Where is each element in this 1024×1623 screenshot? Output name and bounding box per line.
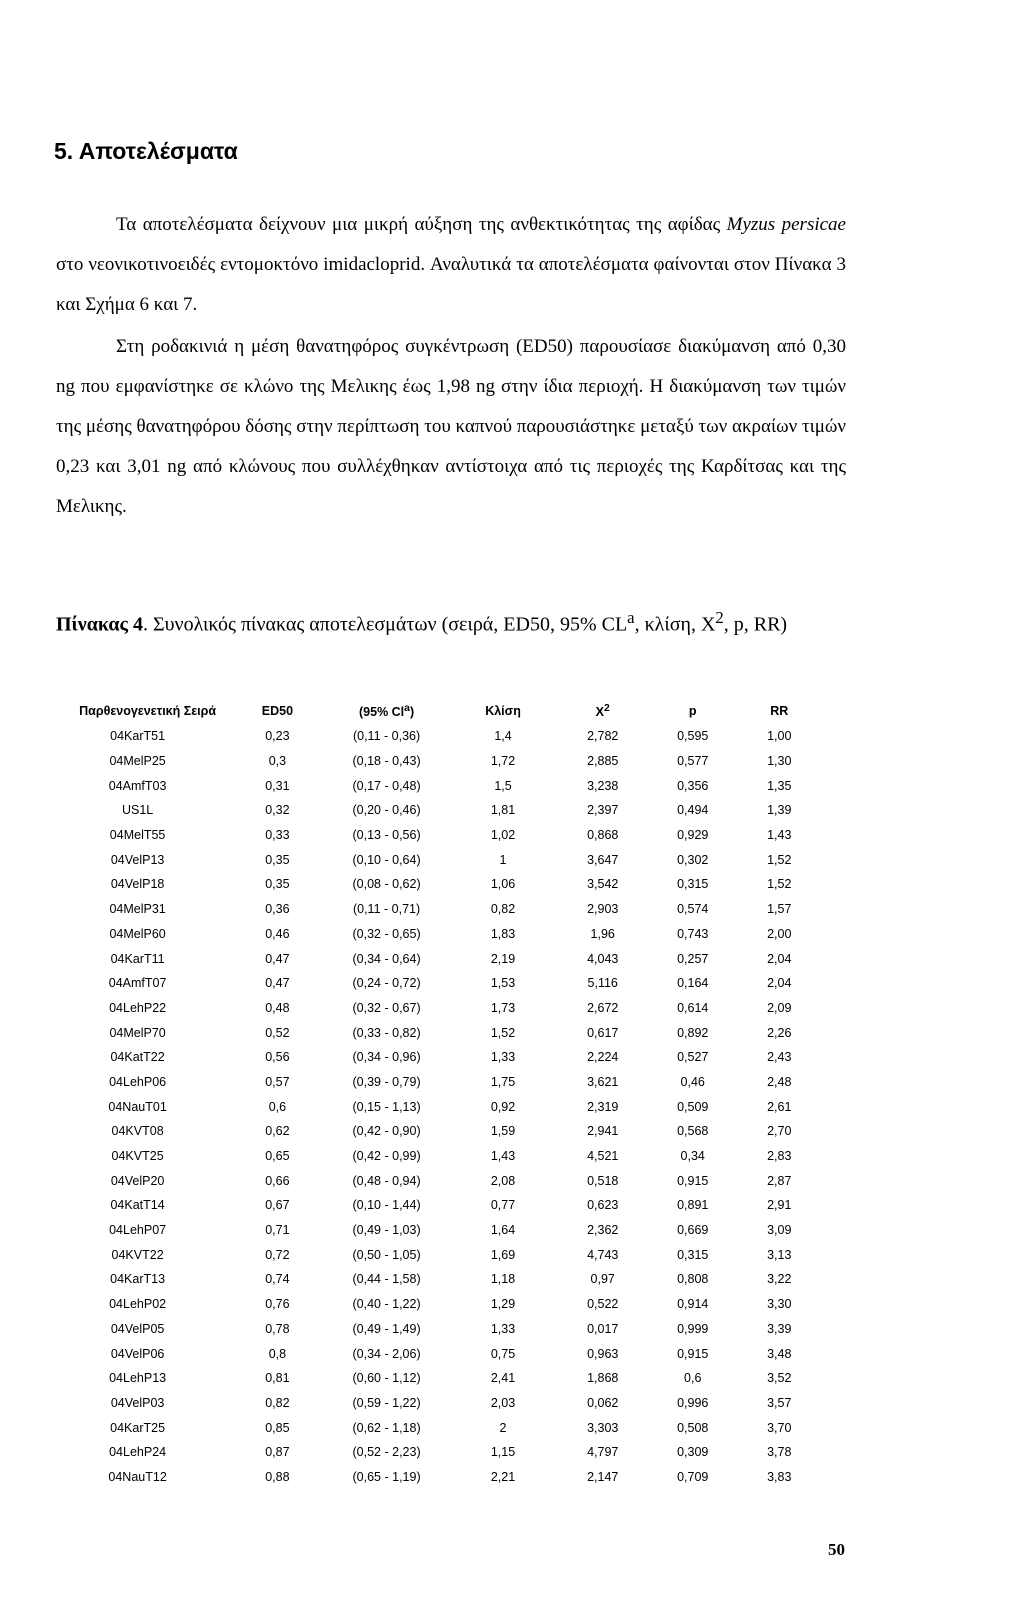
ci-cell: (0,44 - 1,58) bbox=[352, 1272, 421, 1287]
ci-cell: (0,52 - 2,23) bbox=[352, 1445, 421, 1460]
ed50-cell: 0,31 bbox=[265, 778, 290, 793]
table-row bbox=[64, 922, 822, 947]
table-row bbox=[64, 823, 822, 848]
p-cell: 0,996 bbox=[677, 1395, 709, 1410]
rr-cell: 2,70 bbox=[767, 1124, 792, 1139]
chi-square-cell: 0,868 bbox=[587, 828, 619, 843]
table-row bbox=[64, 1094, 822, 1119]
p-cell: 0,568 bbox=[677, 1124, 709, 1139]
section-heading: 5. Αποτελέσματα bbox=[54, 138, 238, 164]
paragraph-1-text-start: Τα αποτελέσματα δείχνουν μια μικρή αύξηση της ανθεκτικότητας της αφίδας bbox=[116, 214, 727, 235]
slope-cell: 1,83 bbox=[490, 926, 516, 941]
slope-cell: 2,03 bbox=[490, 1395, 516, 1410]
strain-cell: 04VelP18 bbox=[110, 877, 165, 892]
p-cell: 0,356 bbox=[677, 778, 709, 793]
strain-cell: 04KVT08 bbox=[111, 1124, 164, 1139]
header-x-superscript: 2 bbox=[603, 702, 610, 714]
table-row bbox=[64, 798, 822, 823]
ci-cell: (0,11 - 0,36) bbox=[352, 729, 421, 744]
table-row bbox=[64, 1119, 822, 1144]
ed50-cell: 0,8 bbox=[268, 1346, 287, 1361]
p-cell: 0,891 bbox=[677, 1198, 709, 1213]
table-row bbox=[64, 1193, 822, 1218]
ci-cell: (0,60 - 1,12) bbox=[352, 1371, 421, 1386]
results-paragraph-2 bbox=[56, 327, 846, 527]
rr-cell: 1,39 bbox=[767, 803, 792, 818]
ci-cell: (0,17 - 0,48) bbox=[352, 778, 421, 793]
ci-cell: (0,42 - 0,90) bbox=[352, 1124, 421, 1139]
table-row bbox=[64, 1440, 822, 1465]
slope-cell: 0,92 bbox=[490, 1099, 516, 1114]
strain-cell: 04KVT22 bbox=[111, 1247, 164, 1262]
ed50-cell: 0,33 bbox=[265, 828, 290, 843]
ed50-cell: 0,66 bbox=[265, 1173, 290, 1188]
ci-cell: (0,18 - 0,43) bbox=[352, 754, 421, 769]
ed50-cell: 0,52 bbox=[265, 1025, 290, 1040]
ed50-cell: 0,35 bbox=[265, 852, 290, 867]
strain-cell: 04MelP60 bbox=[109, 926, 166, 941]
header-p: p bbox=[688, 704, 697, 718]
ci-cell: (0,24 - 0,72) bbox=[352, 976, 421, 991]
rr-cell: 2,04 bbox=[767, 976, 792, 991]
ed50-cell: 0,35 bbox=[265, 877, 290, 892]
table-row bbox=[64, 724, 822, 749]
caption-text-2: , κλίση, X bbox=[634, 613, 716, 636]
strain-cell: 04NauT01 bbox=[108, 1099, 167, 1114]
ed50-cell: 0,71 bbox=[265, 1223, 290, 1238]
rr-cell: 1,52 bbox=[767, 877, 792, 892]
chi-square-cell: 2,397 bbox=[587, 803, 619, 818]
ed50-cell: 0,57 bbox=[265, 1074, 290, 1089]
p-cell: 0,808 bbox=[677, 1272, 709, 1287]
ed50-cell: 0,6 bbox=[268, 1099, 287, 1114]
header-x-text: X bbox=[595, 705, 604, 720]
strain-cell: 04MelP70 bbox=[109, 1025, 166, 1040]
ci-cell: (0,32 - 0,65) bbox=[352, 926, 421, 941]
header-strain: Παρθενογενετική Σειρά bbox=[79, 704, 217, 718]
strain-cell: US1L bbox=[121, 803, 154, 818]
ed50-cell: 0,85 bbox=[265, 1420, 290, 1435]
chi-square-cell: 4,797 bbox=[587, 1445, 619, 1460]
ed50-cell: 0,36 bbox=[265, 902, 290, 917]
table-row bbox=[64, 1218, 822, 1243]
table-row bbox=[64, 1292, 822, 1317]
strain-cell: 04KatT22 bbox=[110, 1050, 165, 1065]
rr-cell: 1,00 bbox=[767, 729, 792, 744]
p-cell: 0,302 bbox=[677, 852, 709, 867]
page-number: 50 bbox=[828, 1540, 845, 1559]
strain-cell: 04KarT25 bbox=[110, 1420, 166, 1435]
ed50-cell: 0,87 bbox=[265, 1445, 290, 1460]
chi-square-cell: 1,96 bbox=[590, 926, 615, 941]
chi-square-cell: 2,885 bbox=[587, 754, 619, 769]
p-cell: 0,315 bbox=[677, 1247, 709, 1262]
rr-cell: 2,83 bbox=[767, 1149, 792, 1164]
p-cell: 0,915 bbox=[677, 1346, 709, 1361]
ci-cell: (0,39 - 0,79) bbox=[352, 1074, 421, 1089]
ci-cell: (0,15 - 1,13) bbox=[352, 1099, 421, 1114]
table-row bbox=[64, 1045, 822, 1070]
results-table bbox=[64, 698, 822, 1489]
chi-square-cell: 2,224 bbox=[587, 1050, 619, 1065]
slope-cell: 2,21 bbox=[490, 1469, 516, 1484]
slope-cell: 2,19 bbox=[490, 951, 516, 966]
chi-square-cell: 3,647 bbox=[587, 852, 619, 867]
ed50-cell: 0,81 bbox=[265, 1371, 290, 1386]
slope-cell: 1,75 bbox=[490, 1074, 516, 1089]
ed50-cell: 0,47 bbox=[265, 976, 290, 991]
caption-text-3: , p, RR) bbox=[723, 613, 788, 636]
ed50-cell: 0,88 bbox=[265, 1469, 290, 1484]
strain-cell: 04KarT11 bbox=[110, 951, 165, 966]
table-row bbox=[64, 897, 822, 922]
rr-cell: 1,57 bbox=[767, 902, 792, 917]
slope-cell: 1 bbox=[499, 852, 507, 867]
p-cell: 0,669 bbox=[677, 1223, 709, 1238]
p-cell: 0,6 bbox=[684, 1371, 702, 1386]
ci-cell: (0,40 - 1,22) bbox=[352, 1297, 421, 1312]
chi-square-cell: 4,743 bbox=[587, 1247, 619, 1262]
table-header-row bbox=[64, 698, 822, 724]
chi-square-cell: 0,522 bbox=[587, 1297, 619, 1312]
table-row bbox=[64, 847, 822, 872]
caption-text-1: . Συνολικός πίνακας αποτελεσμάτων (σειρά, ED50, 95% CL bbox=[142, 613, 628, 636]
strain-cell: 04VelP13 bbox=[110, 852, 165, 867]
table-row bbox=[64, 773, 822, 798]
chi-square-cell: 0,963 bbox=[587, 1346, 619, 1361]
paragraph-1-text-end: στο νεονικοτινοειδές εντομοκτόνο imidacloprid. Αναλυτικά τα αποτελέσματα φαίνονται στον Πίνακα 3 και Σχήμα 6 και 7. bbox=[56, 254, 846, 315]
rr-cell: 3,52 bbox=[767, 1371, 792, 1386]
slope-cell: 1,52 bbox=[490, 1025, 516, 1040]
chi-square-cell: 5,116 bbox=[587, 976, 618, 991]
ci-cell: (0,20 - 0,46) bbox=[352, 803, 421, 818]
table-row bbox=[64, 1242, 822, 1267]
ed50-cell: 0,67 bbox=[265, 1198, 290, 1213]
ci-cell: (0,49 - 1,49) bbox=[352, 1321, 421, 1336]
p-cell: 0,929 bbox=[677, 828, 709, 843]
p-cell: 0,34 bbox=[680, 1149, 705, 1164]
strain-cell: 04KarT13 bbox=[110, 1272, 166, 1287]
ci-cell: (0,32 - 0,67) bbox=[352, 1000, 421, 1015]
slope-cell: 1,43 bbox=[490, 1149, 516, 1164]
ci-cell: (0,50 - 1,05) bbox=[352, 1247, 421, 1262]
chi-square-cell: 2,319 bbox=[587, 1099, 619, 1114]
p-cell: 0,309 bbox=[677, 1445, 709, 1460]
chi-square-cell: 1,868 bbox=[587, 1371, 619, 1386]
rr-cell: 3,83 bbox=[767, 1469, 792, 1484]
chi-square-cell: 4,521 bbox=[587, 1149, 619, 1164]
rr-cell: 1,43 bbox=[767, 828, 792, 843]
p-cell: 0,914 bbox=[677, 1297, 709, 1312]
ed50-cell: 0,32 bbox=[265, 803, 290, 818]
p-cell: 0,164 bbox=[677, 976, 709, 991]
strain-cell: 04VelP20 bbox=[110, 1173, 165, 1188]
slope-cell: 2,08 bbox=[490, 1173, 516, 1188]
rr-cell: 3,70 bbox=[767, 1420, 792, 1435]
rr-cell: 2,61 bbox=[767, 1099, 792, 1114]
ed50-cell: 0,78 bbox=[265, 1321, 290, 1336]
slope-cell: 1,53 bbox=[490, 976, 516, 991]
table-caption bbox=[56, 598, 846, 645]
strain-cell: 04LehP22 bbox=[109, 1000, 167, 1015]
header-ci-close: ) bbox=[409, 705, 415, 720]
p-cell: 0,46 bbox=[680, 1074, 705, 1089]
chi-square-cell: 0,97 bbox=[590, 1272, 615, 1287]
rr-cell: 1,52 bbox=[767, 852, 792, 867]
table-row bbox=[64, 1168, 822, 1193]
strain-cell: 04AmfT07 bbox=[108, 976, 167, 991]
strain-cell: 04LehP07 bbox=[109, 1223, 167, 1238]
header-ci-text: (95% Cl bbox=[359, 705, 405, 720]
rr-cell: 3,13 bbox=[767, 1247, 792, 1262]
ed50-cell: 0,46 bbox=[265, 926, 290, 941]
strain-cell: 04LehP24 bbox=[109, 1445, 167, 1460]
rr-cell: 2,04 bbox=[767, 951, 792, 966]
chi-square-cell: 3,303 bbox=[587, 1420, 619, 1435]
p-cell: 0,595 bbox=[677, 729, 709, 744]
table-row bbox=[64, 1020, 822, 1045]
ci-cell: (0,65 - 1,19) bbox=[352, 1469, 421, 1484]
header-rr: RR bbox=[770, 704, 789, 718]
strain-cell: 04LehP06 bbox=[109, 1074, 167, 1089]
slope-cell: 1,5 bbox=[494, 778, 512, 793]
table-row bbox=[64, 1366, 822, 1391]
slope-cell: 0,77 bbox=[490, 1198, 516, 1213]
rr-cell: 3,30 bbox=[767, 1297, 792, 1312]
p-cell: 0,892 bbox=[677, 1025, 709, 1040]
rr-cell: 2,09 bbox=[767, 1000, 792, 1015]
ci-cell: (0,33 - 0,82) bbox=[352, 1025, 421, 1040]
p-cell: 0,509 bbox=[677, 1099, 709, 1114]
p-cell: 0,494 bbox=[677, 803, 709, 818]
rr-cell: 3,48 bbox=[767, 1346, 792, 1361]
ed50-cell: 0,82 bbox=[265, 1395, 290, 1410]
slope-cell: 1,18 bbox=[490, 1272, 516, 1287]
slope-cell: 2 bbox=[499, 1420, 507, 1435]
chi-square-cell: 3,238 bbox=[587, 778, 619, 793]
rr-cell: 2,87 bbox=[767, 1173, 792, 1188]
ed50-cell: 0,3 bbox=[268, 754, 287, 769]
strain-cell: 04KarT51 bbox=[110, 729, 166, 744]
header-slope: Κλίση bbox=[485, 704, 521, 718]
table-row bbox=[64, 749, 822, 774]
slope-cell: 1,59 bbox=[490, 1124, 516, 1139]
slope-cell: 0,75 bbox=[490, 1346, 516, 1361]
strain-cell: 04KVT25 bbox=[111, 1149, 164, 1164]
rr-cell: 2,26 bbox=[767, 1025, 792, 1040]
rr-cell: 2,43 bbox=[767, 1050, 792, 1065]
p-cell: 0,574 bbox=[677, 902, 709, 917]
paragraph-2-text: Στη ροδακινιά η μέση θανατηφόρος συγκέντρωση (ED50) παρουσίασε διακύμανση από 0,30 ng που εμφανίστηκε σε κλώνο της Μελικης έως 1,98 ng στην ίδια περιοχή. Η διακύμανση των τιμών της μέσης θανατηφόρου δόσης στην περίπτωση του καπνού παρουσιάστηκε μεταξύ των ακραίων τιμών 0,23 και 3,01 ng από κλώνους που συλλέχθηκαν αντίστοιχα από τις περιοχές της Καρδίτσας και της Μελικης. bbox=[56, 336, 846, 517]
strain-cell: 04NauT12 bbox=[108, 1469, 167, 1484]
ci-cell: (0,34 - 0,64) bbox=[352, 951, 421, 966]
ci-cell: (0,49 - 1,03) bbox=[352, 1223, 421, 1238]
chi-square-cell: 0,017 bbox=[587, 1321, 619, 1336]
slope-cell: 1,64 bbox=[490, 1223, 516, 1238]
strain-cell: 04VelP05 bbox=[110, 1321, 165, 1336]
slope-cell: 1,15 bbox=[490, 1445, 516, 1460]
rr-cell: 2,48 bbox=[767, 1074, 792, 1089]
chi-square-cell: 3,542 bbox=[587, 877, 619, 892]
ci-cell: (0,34 - 0,96) bbox=[352, 1050, 421, 1065]
chi-square-cell: 0,623 bbox=[587, 1198, 619, 1213]
ci-cell: (0,42 - 0,99) bbox=[352, 1149, 421, 1164]
p-cell: 0,709 bbox=[677, 1469, 709, 1484]
rr-cell: 3,09 bbox=[767, 1223, 792, 1238]
table-row bbox=[64, 946, 822, 971]
caption-superscript-a: a bbox=[627, 608, 635, 627]
strain-cell: 04MelP31 bbox=[109, 902, 166, 917]
ed50-cell: 0,48 bbox=[265, 1000, 290, 1015]
slope-cell: 0,82 bbox=[490, 902, 516, 917]
p-cell: 0,508 bbox=[677, 1420, 709, 1435]
header-ci-superscript: a bbox=[404, 702, 410, 714]
table-row bbox=[64, 1391, 822, 1416]
rr-cell: 3,57 bbox=[767, 1395, 792, 1410]
ci-cell: (0,10 - 0,64) bbox=[352, 852, 421, 867]
rr-cell: 1,30 bbox=[767, 754, 792, 769]
ed50-cell: 0,76 bbox=[265, 1297, 290, 1312]
p-cell: 0,915 bbox=[677, 1173, 709, 1188]
strain-cell: 04KatT14 bbox=[110, 1198, 165, 1213]
table-row bbox=[64, 1267, 822, 1292]
slope-cell: 1,33 bbox=[490, 1321, 516, 1336]
strain-cell: 04VelP03 bbox=[110, 1395, 165, 1410]
p-cell: 0,743 bbox=[677, 926, 709, 941]
chi-square-cell: 2,782 bbox=[587, 729, 619, 744]
table-row bbox=[64, 996, 822, 1021]
slope-cell: 1,81 bbox=[490, 803, 516, 818]
chi-square-cell: 0,518 bbox=[587, 1173, 619, 1188]
ed50-cell: 0,23 bbox=[265, 729, 290, 744]
table-row bbox=[64, 1465, 822, 1490]
table-row bbox=[64, 1070, 822, 1095]
rr-cell: 1,35 bbox=[767, 778, 792, 793]
table-body bbox=[64, 724, 822, 1489]
chi-square-cell: 2,941 bbox=[587, 1124, 619, 1139]
header-confidence-interval bbox=[324, 698, 450, 724]
slope-cell: 1,29 bbox=[490, 1297, 516, 1312]
chi-square-cell: 2,672 bbox=[587, 1000, 619, 1015]
chi-square-cell: 2,147 bbox=[587, 1469, 619, 1484]
ed50-cell: 0,65 bbox=[265, 1149, 290, 1164]
ed50-cell: 0,62 bbox=[265, 1124, 290, 1139]
rr-cell: 3,22 bbox=[767, 1272, 792, 1287]
table-row bbox=[64, 872, 822, 897]
header-chi-square bbox=[557, 698, 649, 724]
chi-square-cell: 0,062 bbox=[587, 1395, 619, 1410]
p-cell: 0,315 bbox=[677, 877, 709, 892]
ci-cell: (0,48 - 0,94) bbox=[352, 1173, 421, 1188]
results-paragraph-1 bbox=[56, 205, 846, 325]
ci-cell: (0,11 - 0,71) bbox=[352, 902, 421, 917]
chi-square-cell: 0,617 bbox=[587, 1025, 619, 1040]
table-row bbox=[64, 1341, 822, 1366]
ci-cell: (0,13 - 0,56) bbox=[352, 828, 421, 843]
table-row bbox=[64, 971, 822, 996]
species-name: Myzus persicae bbox=[726, 214, 846, 235]
table-row bbox=[64, 1317, 822, 1342]
slope-cell: 1,72 bbox=[490, 754, 516, 769]
caption-superscript-2: 2 bbox=[715, 608, 724, 627]
chi-square-cell: 3,621 bbox=[587, 1074, 619, 1089]
rr-cell: 2,91 bbox=[767, 1198, 792, 1213]
table-label: Πίνακας 4 bbox=[56, 613, 143, 636]
chi-square-cell: 4,043 bbox=[587, 951, 619, 966]
ed50-cell: 0,47 bbox=[265, 951, 290, 966]
header-ed50: ED50 bbox=[261, 704, 294, 718]
chi-square-cell: 2,903 bbox=[587, 902, 619, 917]
chi-square-cell: 2,362 bbox=[587, 1223, 619, 1238]
rr-cell: 2,00 bbox=[767, 926, 792, 941]
p-cell: 0,999 bbox=[677, 1321, 709, 1336]
rr-cell: 3,39 bbox=[767, 1321, 792, 1336]
slope-cell: 2,41 bbox=[490, 1371, 516, 1386]
rr-cell: 3,78 bbox=[767, 1445, 792, 1460]
ed50-cell: 0,74 bbox=[265, 1272, 290, 1287]
strain-cell: 04LehP13 bbox=[109, 1371, 167, 1386]
slope-cell: 1,06 bbox=[490, 877, 516, 892]
strain-cell: 04LehP02 bbox=[109, 1297, 167, 1312]
p-cell: 0,527 bbox=[677, 1050, 709, 1065]
slope-cell: 1,73 bbox=[490, 1000, 516, 1015]
table-row bbox=[64, 1144, 822, 1169]
strain-cell: 04AmfT03 bbox=[108, 778, 167, 793]
slope-cell: 1,69 bbox=[490, 1247, 516, 1262]
slope-cell: 1,02 bbox=[490, 828, 516, 843]
ed50-cell: 0,56 bbox=[265, 1050, 290, 1065]
ci-cell: (0,08 - 0,62) bbox=[352, 877, 421, 892]
slope-cell: 1,33 bbox=[490, 1050, 516, 1065]
table-row bbox=[64, 1415, 822, 1440]
strain-cell: 04MelT55 bbox=[109, 828, 166, 843]
p-cell: 0,577 bbox=[677, 754, 709, 769]
p-cell: 0,257 bbox=[677, 951, 709, 966]
strain-cell: 04MelP25 bbox=[109, 754, 166, 769]
strain-cell: 04VelP06 bbox=[110, 1346, 165, 1361]
ci-cell: (0,10 - 1,44) bbox=[352, 1198, 421, 1213]
ci-cell: (0,59 - 1,22) bbox=[352, 1395, 421, 1410]
ed50-cell: 0,72 bbox=[265, 1247, 290, 1262]
p-cell: 0,614 bbox=[677, 1000, 709, 1015]
ci-cell: (0,34 - 2,06) bbox=[352, 1346, 421, 1361]
ci-cell: (0,62 - 1,18) bbox=[352, 1420, 421, 1435]
slope-cell: 1,4 bbox=[494, 729, 512, 744]
